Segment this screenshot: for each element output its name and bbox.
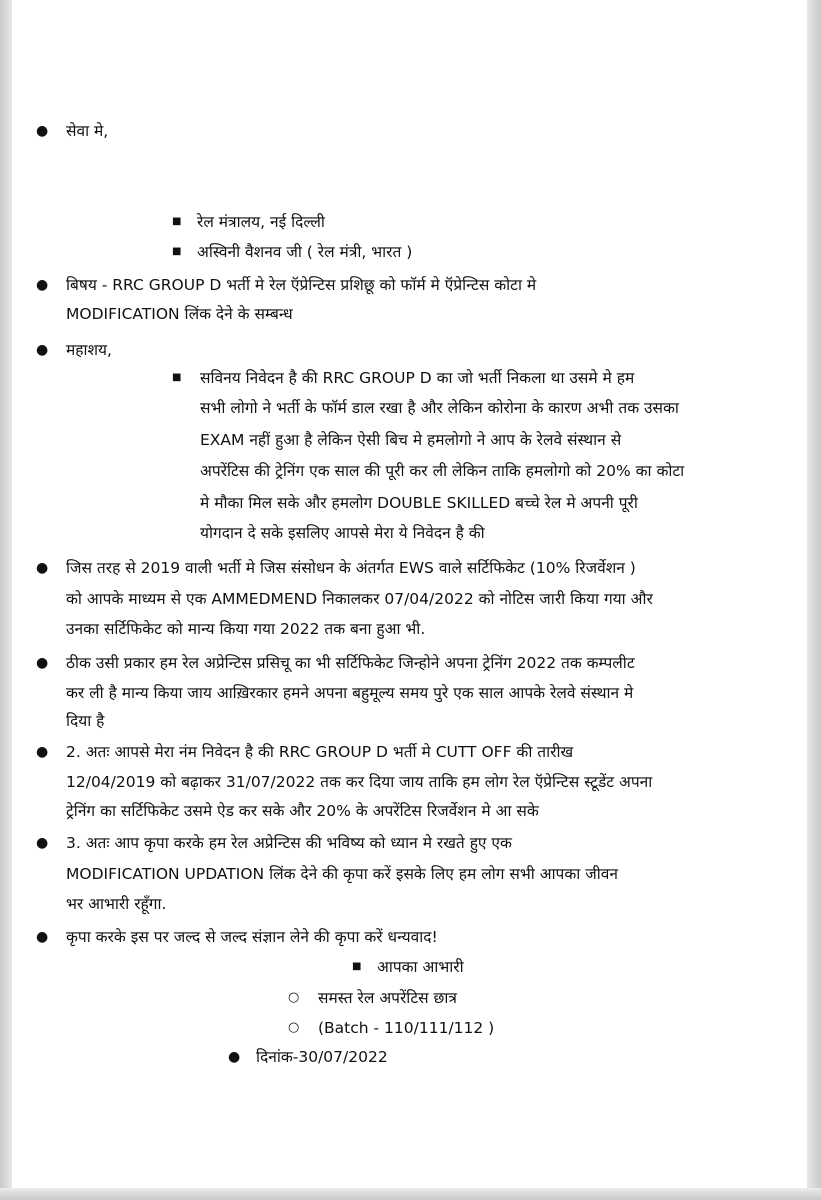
para1-line: सविनय निवेदन है की RRC GROUP D का जो भर्ती निकला था उसमे मे हम <box>200 369 635 387</box>
bullet-dot-icon: ● <box>36 929 49 945</box>
batch: (Batch - 110/111/112 ) <box>318 1019 495 1037</box>
page-shadow-left <box>0 0 12 1200</box>
addressee-minister: अस्विनी वैशनव जी ( रेल मंत्री, भारत ) <box>197 243 413 261</box>
para3-line: ठीक उसी प्रकार हम रेल अप्रेन्टिस प्रसिचू का भी सर्टिफिकेट जिन्होने अपना ट्रेनिंग 2022 तक कम्पलीट <box>66 654 635 672</box>
para5-line: MODIFICATION UPDATION लिंक देने की कृपा करें इसके लिए हम लोग सभी आपका जीवन <box>66 865 618 883</box>
para4-line: 2. अतः आपसे मेरा नंम निवेदन है की RRC GROUP D भर्ती मे CUTT OFF की तारीख <box>66 743 574 761</box>
bullet-dot-icon: ● <box>36 342 49 358</box>
bullet-square-icon: ■ <box>172 216 182 227</box>
para1-line: अपरेंटिस की ट्रेनिंग एक साल की पूरी कर ली लेकिन ताकि हमलोगो को 20% का कोटा <box>200 462 685 480</box>
para1-line: EXAM नहीं हुआ है लेकिन ऐसी बिच मे हमलोगो ने आप के रेलवे संस्थान से <box>200 431 622 449</box>
subject-line-2: MODIFICATION लिंक देने के सम्बन्ध <box>66 305 293 323</box>
date: दिनांक-30/07/2022 <box>256 1048 388 1066</box>
para4-line: ट्रेनिंग का सर्टिफिकेट उसमे ऐड कर सके और 20% के अपरेंटिस रिजर्वेशन मे आ सके <box>66 802 539 820</box>
para4-line: 12/04/2019 को बढ़ाकर 31/07/2022 तक कर दिया जाय ताकि हम लोग रेल ऍप्रेन्टिस स्टूडेंट अपना <box>66 773 653 791</box>
bullet-square-icon: ■ <box>172 246 182 257</box>
subject-line-1: बिषय - RRC GROUP D भर्ती मे रेल ऍप्रेन्टिस प्रशिछू को फॉर्म मे ऍप्रेन्टिस कोटा मे <box>66 276 537 294</box>
greeting: महाशय, <box>66 341 112 359</box>
para3-line: कर ली है मान्य किया जाय आख़िरकार हमने अपना बहुमूल्य समय पुरे एक साल आपके रेलवे संस्थान मे <box>66 684 634 702</box>
bullet-dot-icon: ● <box>36 123 49 139</box>
bullet-dot-icon: ● <box>36 560 49 576</box>
sender: समस्त रेल अपरेंटिस छात्र <box>318 989 457 1007</box>
para5-line: भर आभारी रहूँगा. <box>66 895 167 913</box>
para1-line: सभी लोगो ने भर्ती के फॉर्म डाल रखा है और लेकिन कोरोना के कारण अभी तक उसका <box>200 399 679 417</box>
para3-line: दिया है <box>66 712 105 730</box>
bullet-dot-icon: ● <box>36 655 49 671</box>
bullet-square-icon: ■ <box>352 961 362 972</box>
page-shadow-bottom <box>0 1188 821 1200</box>
para2-line: जिस तरह से 2019 वाली भर्ती मे जिस संसोधन के अंतर्गत EWS वाले सर्टिफिकेट (10% रिजर्वेशन ) <box>66 559 636 577</box>
bullet-circle-icon: ○ <box>288 990 300 1005</box>
bullet-square-icon: ■ <box>172 372 182 383</box>
para2-line: को आपके माध्यम से एक AMMEDMEND निकालकर 07/04/2022 को नोटिस जारी किया गया और <box>66 590 653 608</box>
para1-line: मे मौका मिल सके और हमलोग DOUBLE SKILLED बच्चे रेल मे अपनी पूरी <box>200 494 638 512</box>
bullet-dot-icon: ● <box>36 744 49 760</box>
salutation: सेवा मे, <box>66 122 109 140</box>
bullet-circle-icon: ○ <box>288 1020 300 1035</box>
signoff: आपका आभारी <box>377 958 464 976</box>
bullet-dot-icon: ● <box>36 835 49 851</box>
page-shadow-right <box>807 0 821 1200</box>
para2-line: उनका सर्टिफिकेट को मान्य किया गया 2022 तक बना हुआ भी. <box>66 620 426 638</box>
para5-line: 3. अतः आप कृपा करके हम रेल अप्रेन्टिस की भविष्य को ध्यान मे रखते हुए एक <box>66 834 512 852</box>
bullet-dot-icon: ● <box>228 1049 241 1065</box>
bullet-dot-icon: ● <box>36 277 49 293</box>
closing-request: कृपा करके इस पर जल्द से जल्द संज्ञान लेने की कृपा करें धन्यवाद! <box>66 928 438 946</box>
para1-line: योगदान दे सके इसलिए आपसे मेरा ये निवेदन है की <box>200 524 485 542</box>
document-page <box>12 0 807 1188</box>
addressee-ministry: रेल मंत्रालय, नई दिल्ली <box>197 213 325 231</box>
